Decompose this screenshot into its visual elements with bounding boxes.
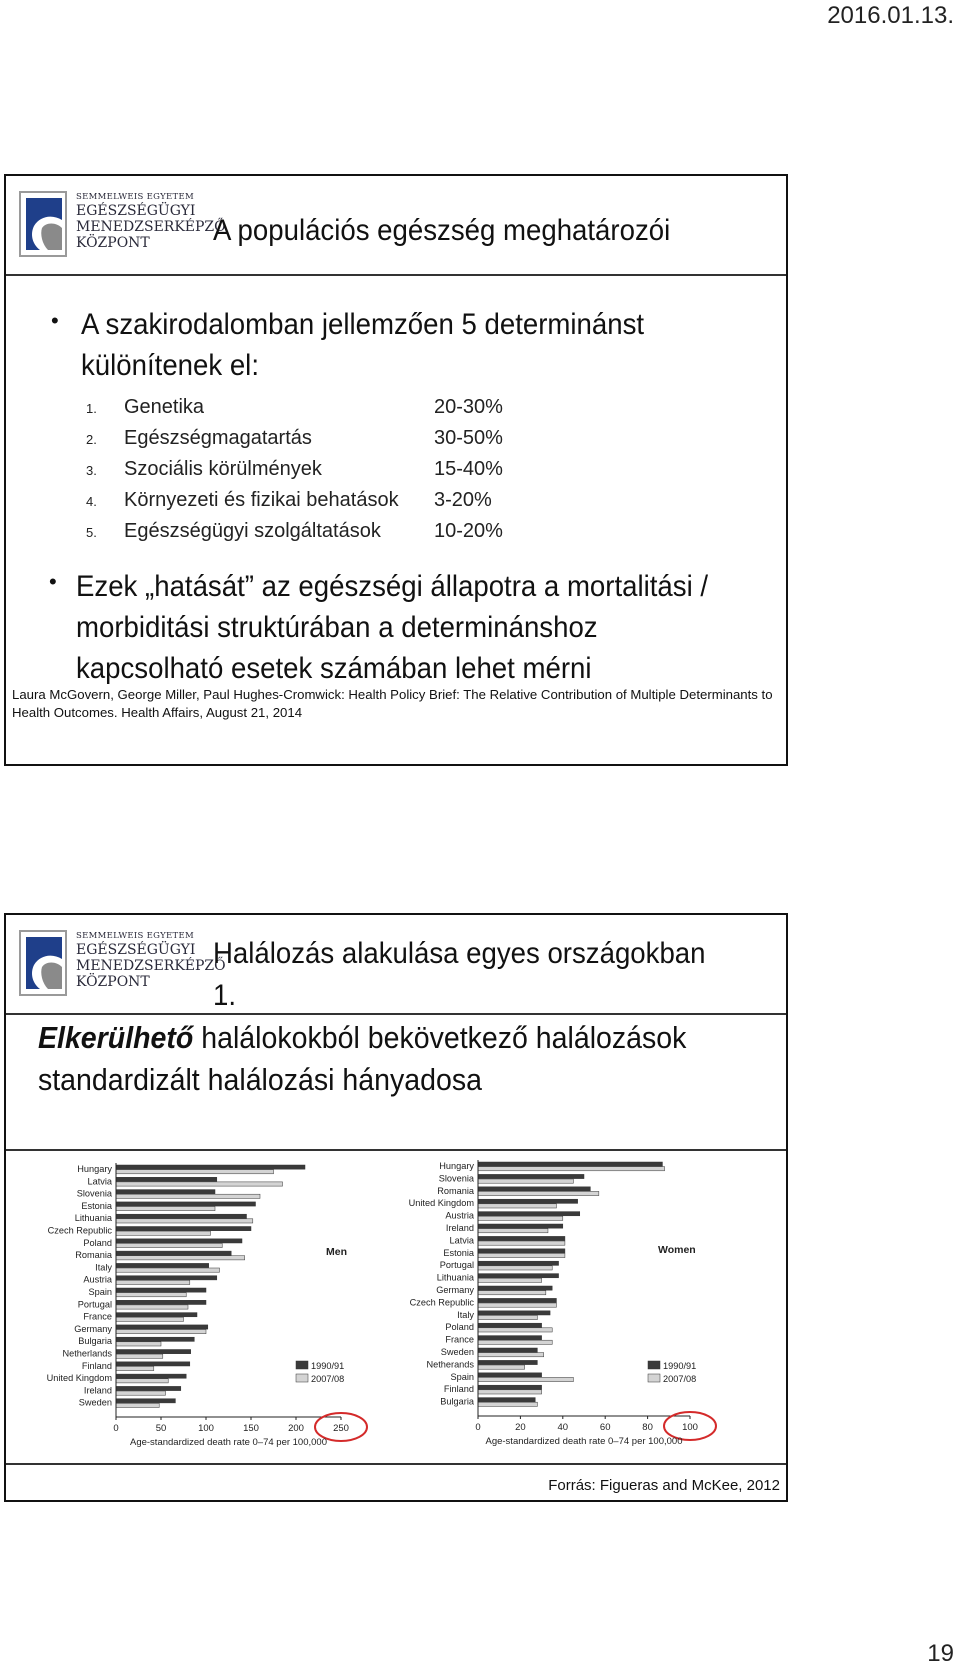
bar-series-1990-91	[478, 1274, 559, 1278]
list-item	[86, 489, 586, 520]
bar-series-1990-91	[478, 1311, 550, 1315]
bar-series-2007-08	[478, 1315, 537, 1319]
bar-series-1990-91	[116, 1263, 209, 1267]
bar-series-2007-08	[116, 1354, 163, 1358]
list-item	[86, 427, 586, 458]
x-tick-label: 100	[198, 1423, 214, 1434]
bar-series-2007-08	[478, 1291, 546, 1295]
bar-series-2007-08	[478, 1402, 537, 1406]
bullet-dot: •	[51, 308, 59, 333]
bar-series-2007-08	[478, 1340, 552, 1344]
slide-title: A populációs egészség meghatározói	[213, 214, 671, 247]
category-label: Estonia	[443, 1247, 474, 1258]
slide-2	[4, 913, 788, 1502]
semmelweis-logo	[18, 929, 226, 997]
bar-series-2007-08	[478, 1266, 552, 1270]
bar-series-2007-08	[116, 1194, 260, 1198]
category-label: Czech Republic	[409, 1297, 474, 1308]
bar-series-2007-08	[116, 1170, 274, 1174]
page-number: 19	[927, 1640, 954, 1667]
slide-title: Halálozás alakulása egyes országokban 1.	[213, 937, 706, 1012]
category-label: Slovenia	[76, 1188, 112, 1199]
bar-series-1990-91	[116, 1362, 190, 1366]
bar-series-1990-91	[478, 1373, 542, 1377]
bar-series-1990-91	[116, 1214, 247, 1218]
bar-series-2007-08	[116, 1391, 166, 1395]
bar-series-1990-91	[116, 1276, 217, 1280]
bar-series-1990-91	[478, 1360, 537, 1364]
category-label: Sweden	[78, 1397, 112, 1408]
bar-series-2007-08	[116, 1207, 215, 1211]
bar-series-2007-08	[116, 1293, 186, 1297]
bar-series-2007-08	[116, 1182, 283, 1186]
logo-text-line3: MENEDZSERKÉPZŐ	[76, 219, 226, 235]
determinant-range: 30-50%	[434, 427, 503, 449]
bar-series-1990-91	[478, 1385, 542, 1389]
bar-series-2007-08	[478, 1179, 573, 1183]
slide-header	[6, 176, 786, 276]
bar-series-1990-91	[478, 1236, 565, 1240]
logo-text-line4: KÖZPONT	[76, 974, 150, 990]
bar-series-2007-08	[116, 1366, 154, 1370]
x-axis-label: Age-standardized death rate 0–74 per 100,000	[129, 1437, 328, 1448]
bar-series-2007-08	[116, 1317, 184, 1321]
list-number: 4.	[86, 494, 97, 509]
slide-1	[4, 174, 788, 766]
logo-text-line2: EGÉSZSÉGÜGYI	[76, 942, 196, 958]
bar-series-2007-08	[116, 1342, 161, 1346]
bar-series-1990-91	[478, 1187, 590, 1191]
list-number: 5.	[86, 525, 97, 540]
bar-series-1990-91	[478, 1336, 542, 1340]
bar-series-2007-08	[478, 1303, 556, 1307]
legend-swatch	[648, 1361, 660, 1369]
bar-series-2007-08	[116, 1379, 168, 1383]
bar-series-1990-91	[116, 1399, 175, 1403]
determinant-name: Genetika	[124, 396, 205, 418]
bar-series-2007-08	[478, 1216, 563, 1220]
x-tick-label: 0	[113, 1423, 119, 1434]
bar-series-2007-08	[478, 1253, 565, 1257]
bar-series-2007-08	[478, 1328, 552, 1332]
bar-series-1990-91	[478, 1162, 662, 1166]
x-axis-label: Age-standardized death rate 0–74 per 100,000	[485, 1436, 683, 1447]
bar-series-1990-91	[116, 1300, 206, 1304]
list-number: 2.	[86, 432, 97, 447]
bar-series-1990-91	[478, 1286, 552, 1290]
determinant-range: 10-20%	[434, 520, 503, 542]
bar-series-2007-08	[116, 1231, 211, 1235]
category-label: Germany	[436, 1285, 474, 1295]
category-label: Bulgaria	[440, 1396, 474, 1407]
x-tick-label: 100	[682, 1422, 698, 1433]
page-date: 2016.01.13.	[827, 2, 954, 29]
category-label: Ireland	[83, 1385, 112, 1396]
bar-series-1990-91	[478, 1249, 565, 1253]
logo-emblem-icon	[18, 190, 68, 258]
category-label: Hungary	[439, 1161, 474, 1171]
bullet-determinants-intro: A szakirodalomban jellemzően 5 determinánst különítenek el:	[81, 308, 645, 382]
legend-label: 2007/08	[311, 1374, 345, 1384]
logo-text-line4: KÖZPONT	[76, 235, 150, 251]
legend-label: 1990/91	[663, 1361, 697, 1371]
logo-text-line2: EGÉSZSÉGÜGYI	[76, 203, 196, 219]
determinant-range: 3-20%	[434, 489, 492, 511]
bullet-measurement: Ezek „hatását” az egészségi állapotra a mortalitási / morbiditási struktúrában a determinánshoz kapcsolható esetek számában lehet mérni	[76, 570, 709, 685]
logo-emblem-icon	[18, 929, 68, 997]
legend-label: 2007/08	[663, 1374, 697, 1384]
bar-series-1990-91	[478, 1212, 580, 1216]
list-number: 1.	[86, 401, 97, 416]
bar-series-1990-91	[116, 1202, 256, 1206]
bar-series-1990-91	[478, 1199, 578, 1203]
category-label: France	[83, 1311, 112, 1322]
bar-series-2007-08	[478, 1353, 544, 1357]
bar-series-2007-08	[116, 1243, 222, 1247]
category-label: Spain	[88, 1287, 112, 1297]
list-item	[86, 520, 586, 551]
category-label: Finland	[443, 1384, 474, 1395]
heading-emphasis: Elkerülhető	[38, 1020, 194, 1055]
x-tick-label: 250	[333, 1423, 349, 1434]
determinant-name: Egészségmagatartás	[124, 427, 312, 449]
bar-series-1990-91	[116, 1177, 217, 1181]
bar-series-2007-08	[116, 1268, 220, 1272]
men-bar-chart	[6, 1151, 396, 1463]
category-label: Czech Republic	[47, 1225, 112, 1236]
logo-text-line3: MENEDZSERKÉPZŐ	[76, 958, 226, 974]
category-label: Romania	[437, 1185, 474, 1196]
bar-series-2007-08	[116, 1330, 206, 1334]
legend-swatch	[648, 1374, 660, 1382]
bar-series-1990-91	[116, 1374, 186, 1378]
bar-series-2007-08	[478, 1390, 542, 1394]
source-note: Forrás: Figueras and McKee, 2012	[548, 1477, 780, 1494]
chart-title: Women	[658, 1244, 696, 1256]
category-label: Ireland	[445, 1223, 474, 1233]
bar-series-2007-08	[478, 1229, 548, 1233]
bar-series-2007-08	[116, 1280, 190, 1284]
category-label: Lithuania	[436, 1272, 474, 1283]
slide-header	[6, 915, 786, 1015]
avoidable-mortality-heading	[38, 1017, 719, 1101]
chart-title: Men	[326, 1246, 347, 1258]
bar-series-2007-08	[478, 1365, 525, 1369]
bar-series-1990-91	[478, 1224, 563, 1228]
category-label: Bulgaria	[78, 1336, 112, 1347]
category-label: Lithuania	[74, 1213, 112, 1224]
x-tick-label: 200	[288, 1423, 304, 1434]
legend-swatch	[296, 1374, 308, 1382]
list-item	[86, 458, 586, 489]
bar-series-1990-91	[116, 1313, 197, 1317]
bar-series-2007-08	[478, 1241, 565, 1245]
category-label: Poland	[445, 1322, 474, 1333]
bar-series-1990-91	[478, 1323, 542, 1327]
category-label: Romania	[75, 1250, 112, 1261]
category-label: Latvia	[87, 1176, 112, 1187]
bar-series-1990-91	[116, 1190, 215, 1194]
bar-series-1990-91	[478, 1261, 559, 1265]
category-label: Portugal	[77, 1299, 112, 1310]
x-tick-label: 150	[243, 1423, 259, 1434]
category-label: Austria	[83, 1274, 112, 1285]
category-label: Netherlands	[62, 1348, 112, 1359]
mortality-charts	[6, 1149, 786, 1465]
determinant-range: 20-30%	[434, 396, 503, 418]
category-label: Sweden	[440, 1347, 474, 1357]
category-label: Latvia	[449, 1235, 474, 1246]
heading-rest: halálokokból bekövetkező halálozások standardizált halálozási hányadosa	[38, 1020, 687, 1097]
category-label: France	[445, 1334, 474, 1345]
bullet-dot: •	[49, 569, 57, 594]
bar-series-1990-91	[478, 1298, 556, 1302]
determinant-range: 15-40%	[434, 458, 503, 480]
determinant-name: Szociális körülmények	[124, 458, 322, 480]
category-label: Finland	[81, 1360, 112, 1371]
determinant-name: Egészségügyi szolgáltatások	[124, 520, 381, 542]
bar-series-1990-91	[116, 1239, 242, 1243]
x-tick-label: 0	[475, 1422, 481, 1433]
legend-swatch	[296, 1361, 308, 1369]
category-label: Italy	[457, 1309, 474, 1320]
x-tick-label: 40	[557, 1422, 569, 1433]
legend-label: 1990/91	[311, 1361, 345, 1371]
category-label: Hungary	[77, 1164, 112, 1174]
bar-series-2007-08	[478, 1204, 556, 1208]
bar-series-1990-91	[116, 1165, 305, 1169]
bar-series-2007-08	[116, 1305, 188, 1309]
bar-series-1990-91	[116, 1325, 208, 1329]
category-label: Portugal	[439, 1260, 474, 1271]
bar-series-2007-08	[478, 1278, 542, 1282]
bar-series-1990-91	[116, 1288, 206, 1292]
bar-series-1990-91	[116, 1251, 231, 1255]
bar-series-1990-91	[478, 1348, 537, 1352]
category-label: Italy	[95, 1262, 112, 1273]
bar-series-1990-91	[116, 1350, 191, 1354]
bar-series-1990-91	[116, 1227, 251, 1231]
determinants-list	[86, 396, 586, 551]
category-label: Germany	[74, 1323, 112, 1334]
bar-series-2007-08	[116, 1219, 253, 1223]
category-label: Estonia	[81, 1200, 112, 1211]
category-label: Poland	[83, 1237, 112, 1248]
category-label: United Kingdom	[46, 1373, 112, 1384]
citation: Laura McGovern, George Miller, Paul Hughes-Cromwick: Health Policy Brief: The Relative Contribution of Multiple Determinants to Health Outcomes. Health Affairs, August 21, 2014	[12, 687, 773, 720]
bar-series-2007-08	[116, 1256, 245, 1260]
bar-series-1990-91	[478, 1398, 535, 1402]
category-label: Spain	[450, 1371, 474, 1382]
category-label: Austria	[445, 1210, 474, 1221]
category-label: Netherands	[426, 1359, 474, 1370]
x-tick-label: 80	[642, 1422, 653, 1433]
women-bar-chart	[396, 1151, 786, 1463]
logo-text-line1: SEMMELWEIS EGYETEM	[76, 931, 195, 941]
category-label: Slovenia	[438, 1173, 474, 1184]
bar-series-2007-08	[478, 1167, 665, 1171]
bar-series-1990-91	[116, 1337, 194, 1341]
x-tick-label: 50	[155, 1423, 167, 1434]
semmelweis-logo	[18, 190, 226, 258]
bar-series-2007-08	[116, 1403, 159, 1407]
determinant-name: Környezeti és fizikai behatások	[124, 489, 399, 511]
bar-series-2007-08	[478, 1191, 599, 1195]
x-tick-label: 20	[515, 1422, 526, 1433]
list-item	[86, 396, 586, 427]
bar-series-2007-08	[478, 1377, 573, 1381]
bar-series-1990-91	[116, 1386, 181, 1390]
x-tick-label: 60	[599, 1422, 611, 1433]
logo-text-line1: SEMMELWEIS EGYETEM	[76, 192, 195, 202]
bar-series-1990-91	[478, 1174, 584, 1178]
category-label: United Kingdom	[408, 1198, 474, 1209]
list-number: 3.	[86, 463, 97, 478]
